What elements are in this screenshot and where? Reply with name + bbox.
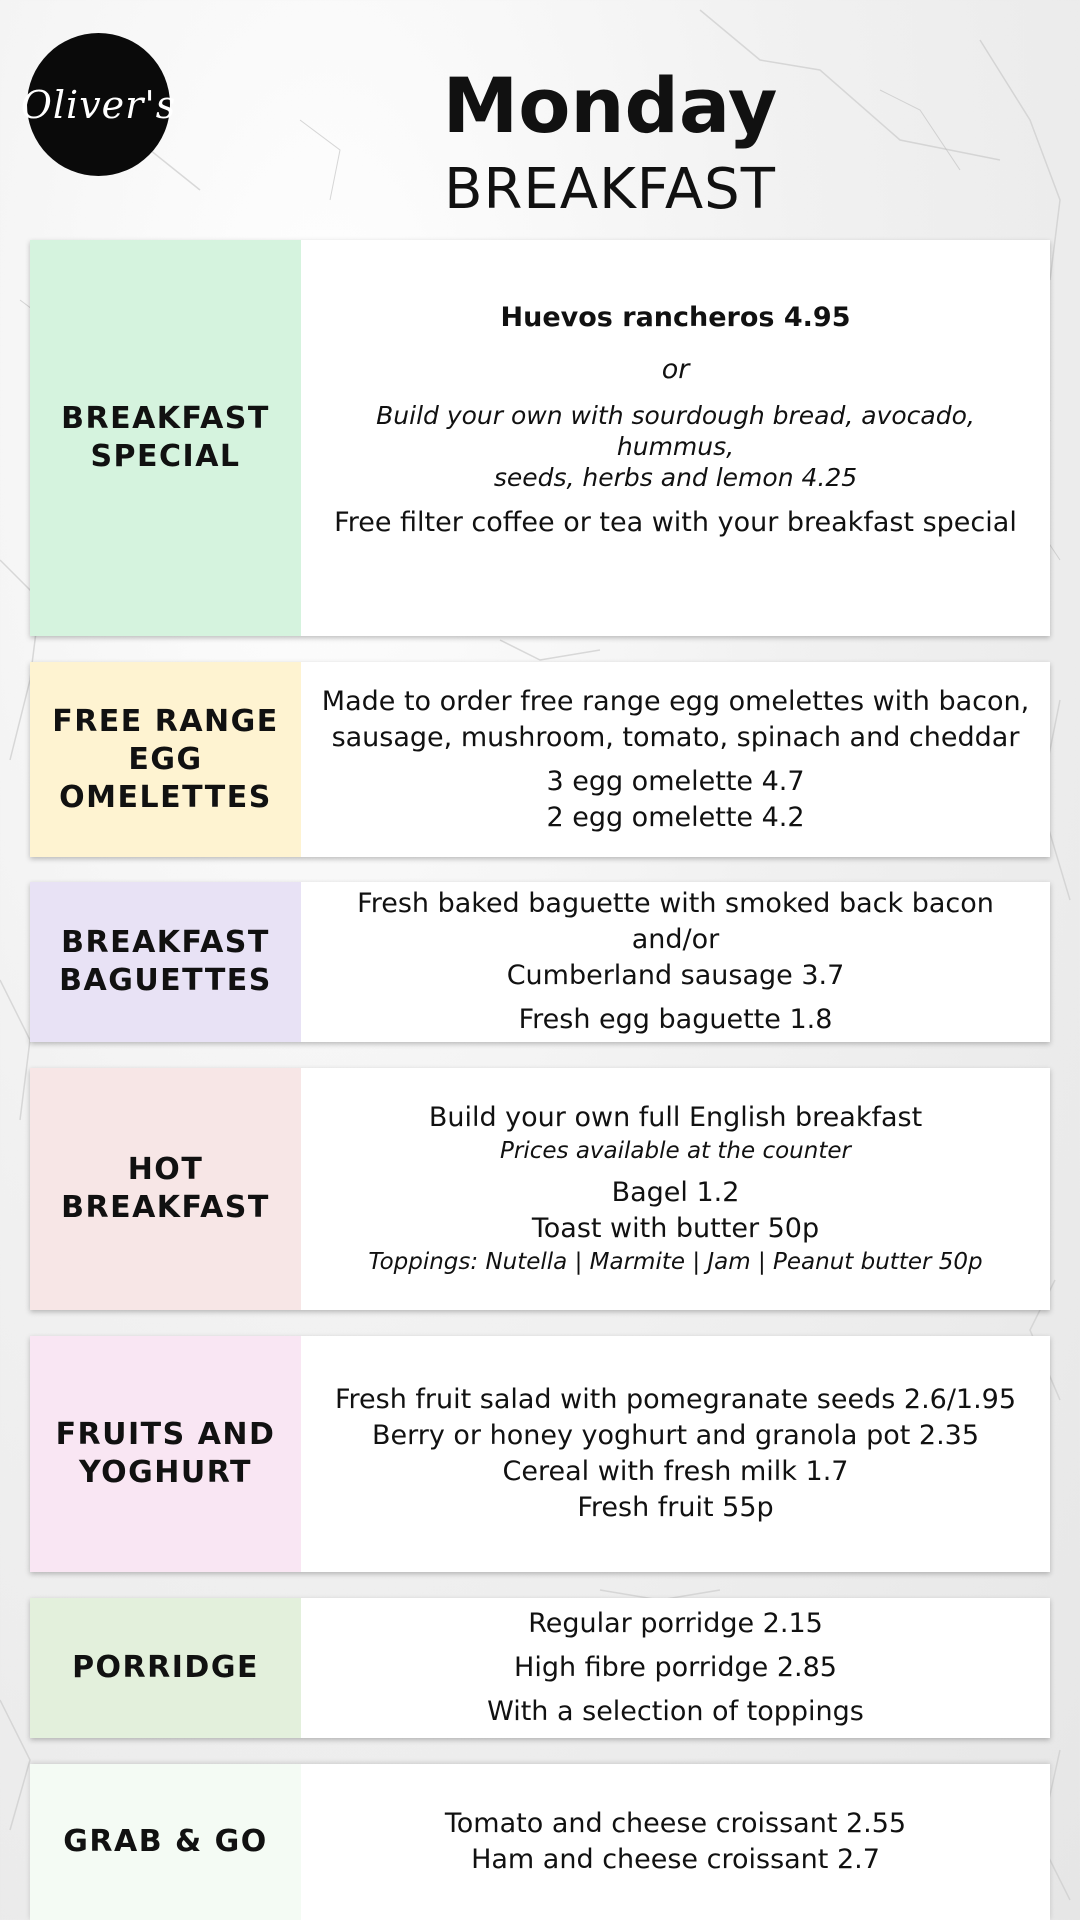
- label-line: FREE RANGE: [52, 703, 279, 739]
- label-line: BREAKFAST: [61, 1190, 270, 1225]
- label-line: BREAKFAST: [61, 925, 270, 960]
- menu-item: Fresh egg baguette 1.8: [518, 1004, 833, 1035]
- menu-text: Build your own full English breakfast: [428, 1102, 923, 1133]
- menu-item: Regular porridge 2.15: [528, 1608, 823, 1639]
- menu-item: High fibre porridge 2.85: [514, 1652, 837, 1683]
- menu-item: Build your own with sourdough bread, avocado, hummus,: [376, 401, 975, 461]
- section-content: [301, 240, 1050, 636]
- menu-note: Toppings: Nutella | Marmite | Jam | Peanut butter 50p: [368, 1249, 983, 1275]
- label-line: OMELETTES: [59, 779, 272, 815]
- menu-item: 2 egg omelette 4.2: [546, 801, 805, 833]
- menu-item: Fresh fruit salad with pomegranate seeds 2.6/1.95: [334, 1384, 1017, 1415]
- section-label: [30, 1764, 301, 1920]
- section-grab-and-go: [30, 1764, 1050, 1920]
- menu-note: With a selection of toppings: [487, 1696, 864, 1727]
- menu-item: Huevos rancheros 4.95: [500, 302, 851, 333]
- menu-item: seeds, herbs and lemon 4.25: [493, 463, 858, 492]
- label-line: BREAKFAST: [61, 401, 270, 436]
- label-line: FRUITS AND: [55, 1417, 276, 1452]
- menu-text: Made to order free range egg omelettes with bacon,: [321, 685, 1030, 717]
- menu-item: Berry or honey yoghurt and granola pot 2.35: [371, 1420, 980, 1451]
- logo-text: Oliver's: [20, 82, 177, 127]
- section-content: [301, 1336, 1050, 1572]
- menu-item: 3 egg omelette 4.7: [546, 765, 805, 797]
- section-label: [30, 1068, 301, 1310]
- section-content: [301, 1598, 1050, 1738]
- section-label: [30, 240, 301, 636]
- section-label: [30, 1336, 301, 1572]
- section-hot-breakfast: [30, 1068, 1050, 1310]
- menu-item: Fresh fruit 55p: [577, 1492, 774, 1523]
- section-content: [301, 662, 1050, 857]
- section-omelettes: [30, 662, 1050, 857]
- label-line: GRAB & GO: [63, 1824, 268, 1859]
- section-content: [301, 1068, 1050, 1310]
- menu-note: Prices available at the counter: [500, 1138, 851, 1164]
- menu-item: Cereal with fresh milk 1.7: [502, 1456, 849, 1487]
- section-label: [30, 1598, 301, 1738]
- menu-text: sausage, mushroom, tomato, spinach and cheddar: [331, 721, 1020, 753]
- label-line: EGG: [128, 741, 203, 777]
- menu-item: Bagel 1.2: [611, 1177, 740, 1208]
- menu-item: Ham and cheese croissant 2.7: [471, 1844, 880, 1875]
- label-line: PORRIDGE: [72, 1650, 259, 1685]
- label-line: HOT: [127, 1152, 204, 1187]
- section-breakfast-special: [30, 240, 1050, 636]
- label-line: SPECIAL: [90, 439, 241, 474]
- section-content: [301, 882, 1050, 1042]
- menu-item: Cumberland sausage 3.7: [506, 960, 845, 991]
- menu-item: Fresh baked baguette with smoked back bacon and/or: [357, 888, 994, 955]
- section-fruits-yoghurt: [30, 1336, 1050, 1572]
- section-content: [301, 1764, 1050, 1920]
- menu-item: Tomato and cheese croissant 2.55: [444, 1808, 907, 1839]
- section-baguettes: [30, 882, 1050, 1042]
- menu-note: Free filter coffee or tea with your breakfast special: [334, 507, 1017, 538]
- section-label: [30, 662, 301, 857]
- menu-text: or: [661, 354, 690, 385]
- menu-item: Toast with butter 50p: [531, 1213, 820, 1244]
- label-line: BAGUETTES: [59, 963, 272, 998]
- menu-meal-title: BREAKFAST: [444, 157, 776, 222]
- section-label: [30, 882, 301, 1042]
- label-line: YOGHURT: [79, 1455, 252, 1490]
- section-porridge: [30, 1598, 1050, 1738]
- menu-day-title: Monday: [442, 61, 778, 150]
